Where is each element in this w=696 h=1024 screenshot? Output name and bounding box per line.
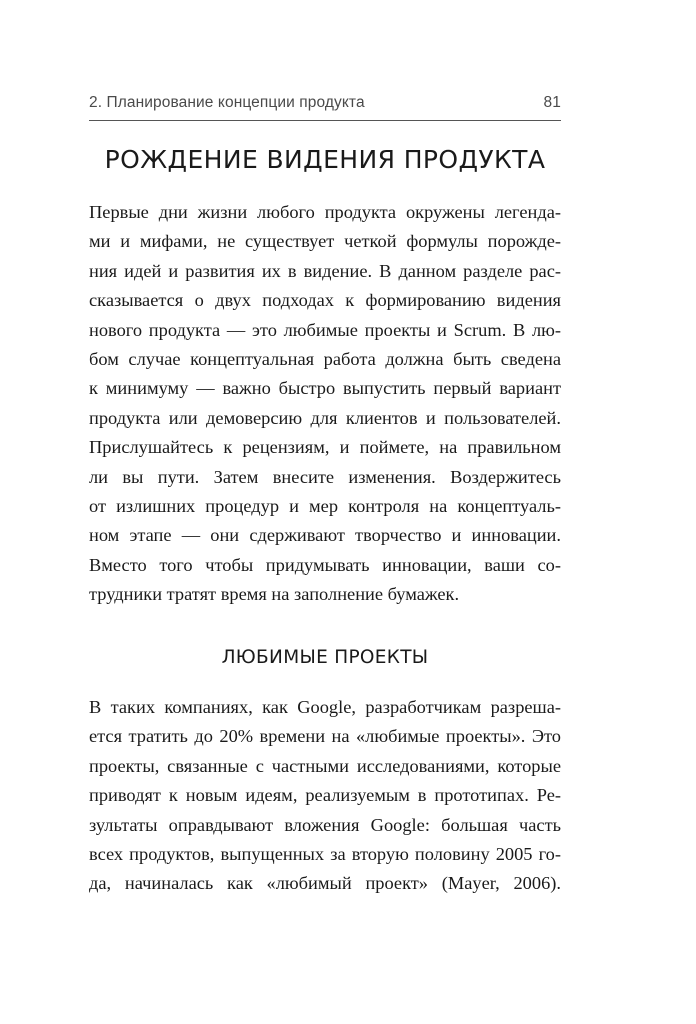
text-line: ния идей и развития их в видение. В данном разделе рас- [89,260,561,281]
text-line: ли вы пути. Затем внесите изменения. Воздержитесь [89,466,561,487]
text-line: всех продуктов, выпущенных за вторую половину 2005 го- [89,843,561,864]
text-line: продукта или демоверсию для клиентов и пользователей. [89,407,561,428]
text-line: В таких компаниях, как Google, разработчикам разреша- [89,697,561,717]
section-heading: РОЖДЕНИЕ ВИДЕНИЯ ПРОДУКТА [104,145,546,174]
text-line: бом случае концептуальная работа должна быть сведена [89,348,561,369]
page-number: 81 [543,94,561,111]
section-paragraph [89,198,561,609]
header-rule [89,120,561,121]
text-line: проекты, связанные с частными исследованиями, которые [89,755,561,776]
subsection-heading: ЛЮБИМЫЕ ПРОЕКТЫ [221,647,429,668]
text-line: трудники тратят время на заполнение бумажек. [89,584,460,605]
text-line: да, начиналась как «любимый проект» (Mayer, 2006). [89,873,561,894]
text-line: от излишних процедур и мер контроля на концептуаль- [89,495,561,516]
text-line: ном этапе — они сдерживают творчество и инновации. [89,525,561,546]
subsection-paragraph [89,693,561,899]
text-line: Прислушайтесь к рецензиям, и поймете, на правильном [89,437,561,458]
text-line: зультаты оправдывают вложения Google: большая часть [89,814,561,835]
text-line: Вместо того чтобы придумывать инновации, ваши со- [89,554,561,575]
text-line: нового продукта — это любимые проекты и Scrum. В лю- [89,319,561,340]
text-line: приводят к новым идеям, реализуемым в прототипах. Ре- [89,785,561,806]
chapter-title: 2. Планирование концепции продукта [89,94,365,111]
text-line: ется тратить до 20% времени на «любимые проекты». Это [89,726,561,747]
text-line: Первые дни жизни любого продукта окружены легенда- [89,202,561,222]
text-line: ми и мифами, не существует четкой формулы порожде- [89,231,561,252]
text-line: к минимуму — важно быстро выпустить первый вариант [89,378,561,399]
text-line: сказывается о двух подходах к формированию видения [89,290,561,311]
running-header [89,94,561,118]
